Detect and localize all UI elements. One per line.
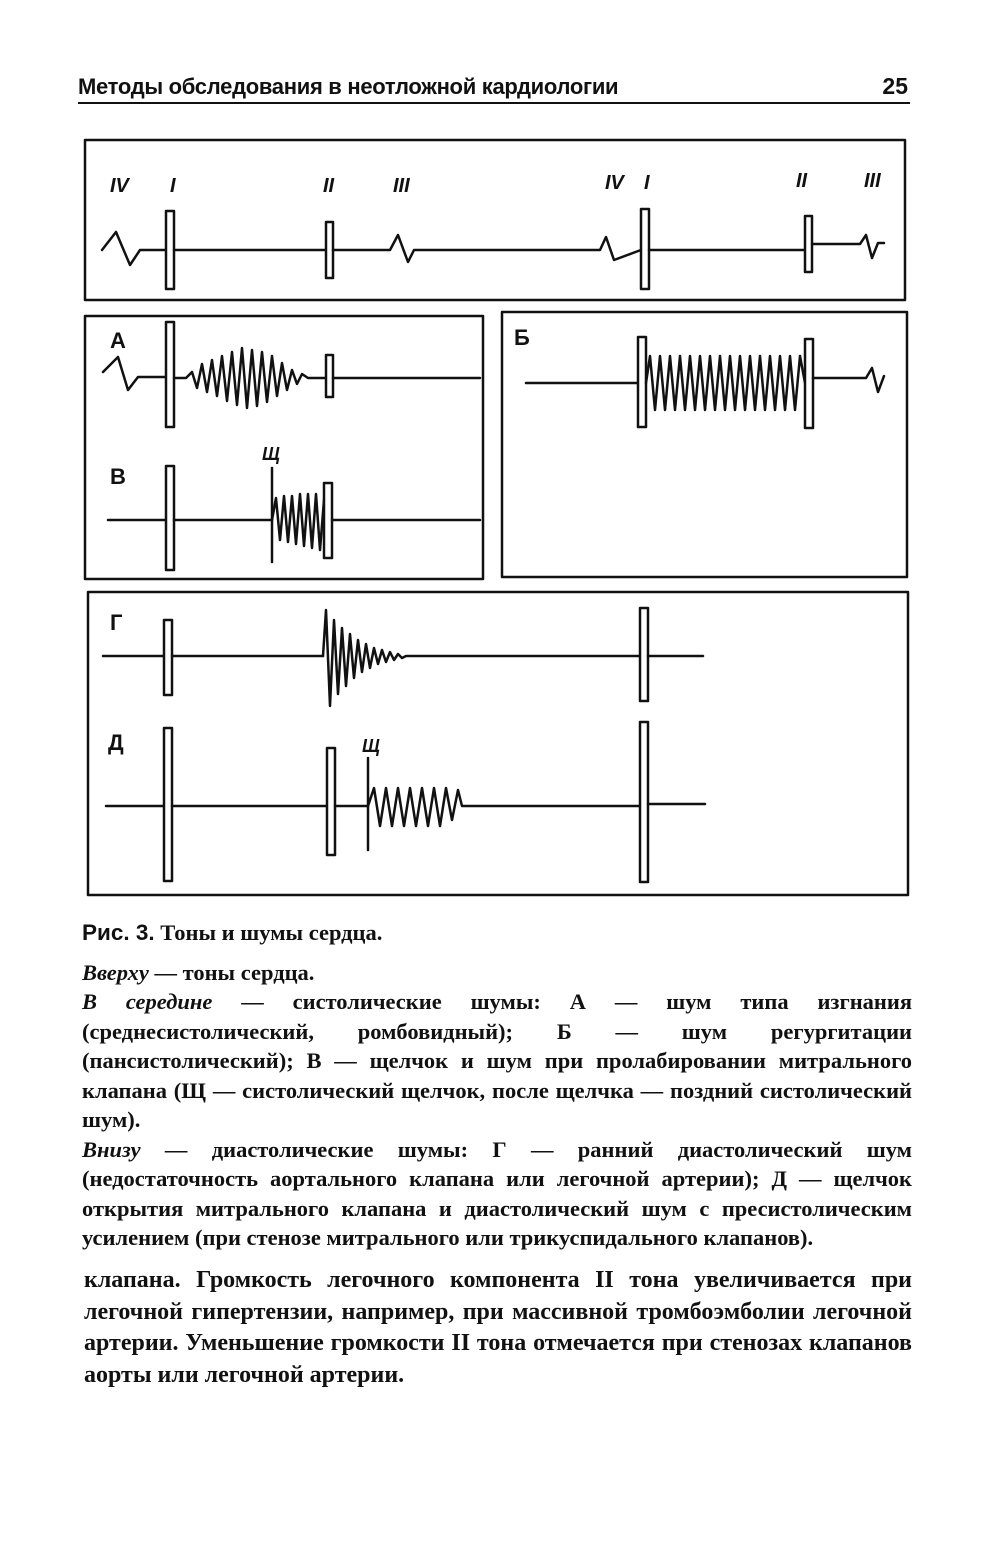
caption-label-top: Вверху [82,959,149,985]
murmur-a-bar-II [326,355,333,397]
tone-label-III-2: III [864,170,881,192]
tone-label-IV-2: IV [605,172,624,194]
murmur-g-bar-II [640,608,648,701]
figure-caption [82,918,912,1253]
tone-label-II-2: II [796,170,808,192]
caption-title-text: Тоны и шумы сердца. [154,920,383,945]
caption-text-middle: — систолические шумы: А — шум типа изгнания (среднесистолический, ромбовидный); Б — шум регургитации (пансистолический); В — щелчок и шум при пролабировании митрального клапана (Щ — систолический щелчок, после щелчка — поздний систолический шум). [82,989,913,1132]
murmur-b-baseline-right [813,368,884,392]
murmur-v-bar-II [324,483,332,558]
body-paragraph-text: клапана. Громкость легочного компонента II тона увеличивается при легочной гипертензии, например, при массивной тромбоэмболии легочной артерии. Уменьшение громкости II тона отмечается при стенозах клапанов аорты или легочной артерии. [84,1267,912,1388]
body-paragraph [84,1265,912,1391]
caption-text-bottom: — диастолические шумы: Г — ранний диастолический шум (недостаточность аортального клапана или легочной артерии); Д — щелчок открытия митрального клапана и диастолический шум с пресистолическим усилением (при стенозе митрального или трикуспидального клапанов). [82,1136,912,1250]
click-label-d: Щ [362,736,380,756]
caption-line-middle [82,987,912,1135]
caption-label-middle: В середине [82,989,213,1014]
tone-I-bar-2 [641,209,649,289]
murmur-a-diamond [174,348,326,408]
murmur-v-bar-I [166,466,174,570]
panel-label-g: Г [110,610,123,635]
murmur-b-bar-I [638,337,646,427]
running-title: Методы обследования в неотложной кардиологии [78,74,619,99]
murmur-a-bar-I [166,322,174,427]
tones-baseline-1 [102,232,166,265]
caption-title [82,918,912,948]
caption-label-bottom: Внизу [82,1136,141,1162]
murmur-d-bar-II [327,748,335,855]
panel-b-frame [502,312,907,577]
tone-III-wave-1 [333,235,641,262]
tone-label-I-2: I [644,172,650,194]
click-label-v: Щ [262,444,280,464]
panel-label-v: В [110,464,126,489]
murmur-d-bar-I-next [640,722,648,882]
caption-title-number: Рис. 3. [82,920,155,945]
panel-label-a: А [110,328,126,353]
murmur-b-bar-II [805,339,813,428]
panel-label-d: Д [108,730,124,755]
murmur-a-baseline-left [103,357,166,390]
page-number: 25 [882,73,908,99]
murmur-v-late-systolic [272,494,324,550]
tone-label-I-1: I [170,175,176,197]
caption-line-top [82,958,912,988]
tone-label-III-1: III [393,175,410,197]
panel-top-frame [85,140,905,300]
murmur-b-pansystolic [646,356,805,410]
murmur-g-bar-I [164,620,172,695]
caption-text-top: — тоны сердца. [148,959,315,985]
panel-av-frame [85,316,483,579]
murmur-d-diastolic [368,788,640,826]
tone-label-IV-1: IV [110,175,129,197]
tone-label-II-1: II [323,175,335,197]
tone-III-wave-2 [812,235,884,258]
panel-gd-frame [88,592,908,895]
caption-line-bottom [82,1135,912,1253]
panel-label-b: Б [514,325,530,350]
murmur-g-decrescendo [323,610,640,706]
murmur-d-bar-I [164,728,172,881]
